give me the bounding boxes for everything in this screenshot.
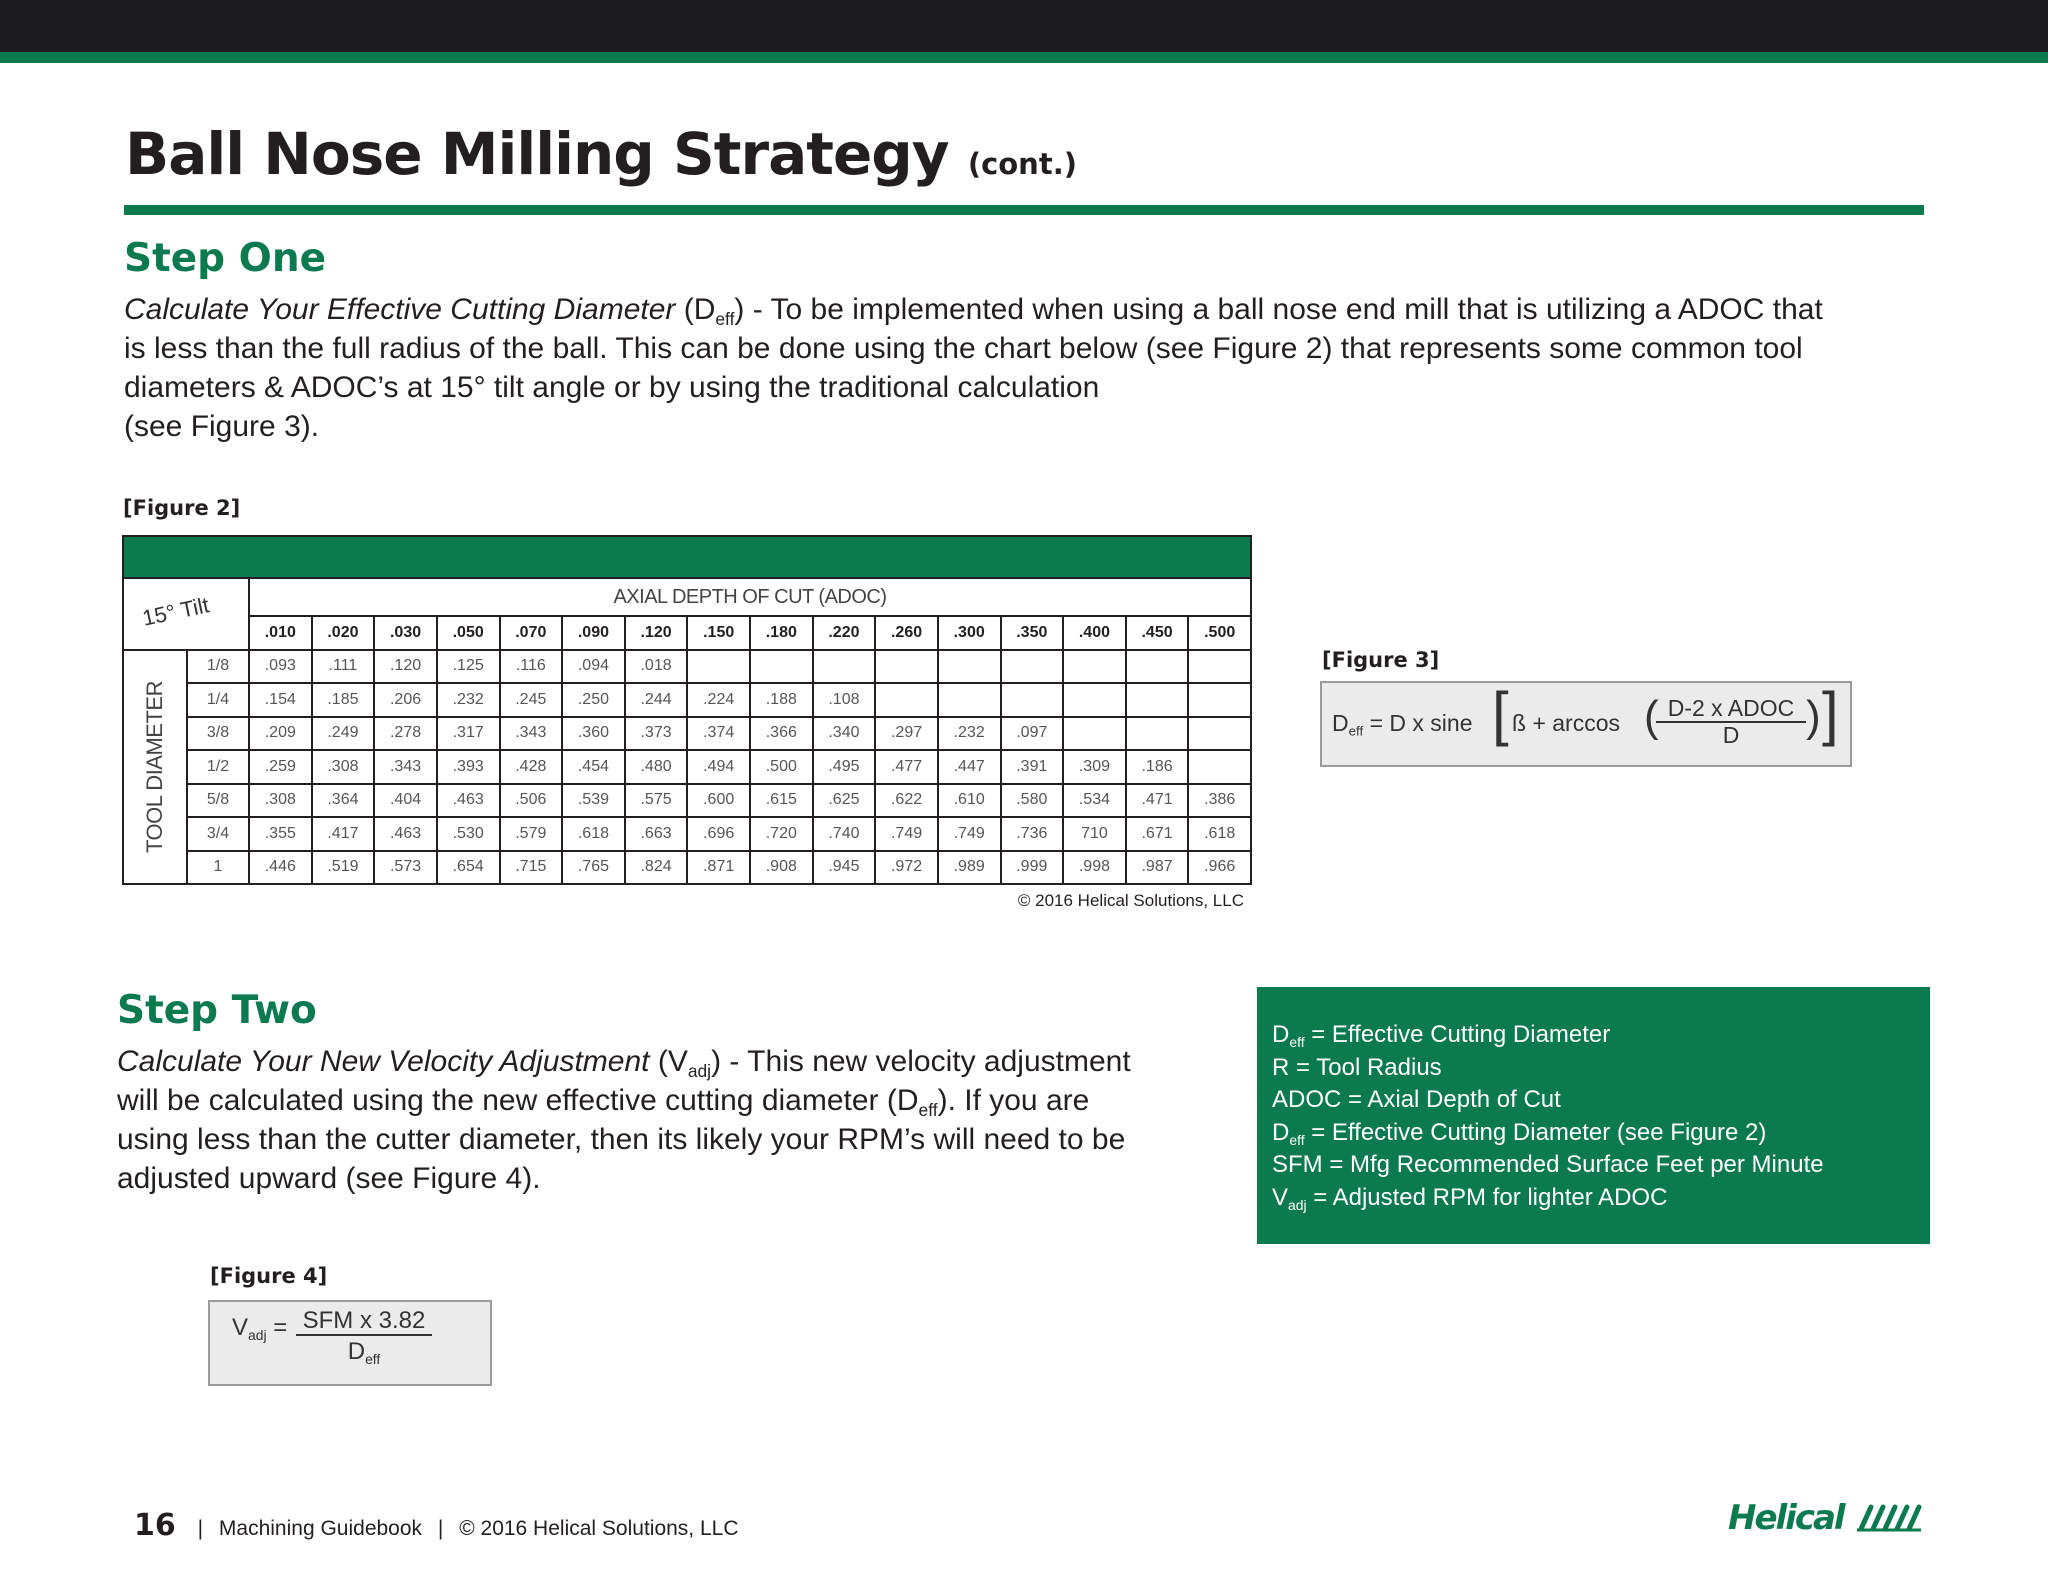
figure3-numerator: D-2 x ADOC <box>1656 695 1806 723</box>
step-one-line4: (see Figure 3). <box>124 410 320 443</box>
deff-subscript: eff <box>715 309 735 330</box>
figure4-numerator: SFM x 3.82 <box>296 1308 432 1336</box>
table-cell: .309 <box>1063 750 1126 784</box>
table-cell: .579 <box>500 817 563 851</box>
figure3-fraction <box>1656 695 1806 747</box>
adoc-column-header: .120 <box>625 616 688 650</box>
figure3-bracket-open: [ <box>1492 680 1509 747</box>
figure2-copyright: © 2016 Helical Solutions, LLC <box>1017 891 1244 910</box>
table-cell: .720 <box>750 817 813 851</box>
legend-item <box>1272 1052 1930 1085</box>
table-cell: .018 <box>625 650 688 684</box>
figure3-bracket-close: ] <box>1822 680 1839 747</box>
table-row <box>123 784 1251 818</box>
legend-text: = Effective Cutting Diameter (see Figure 2) <box>1304 1118 1767 1146</box>
figure4-adj: adj <box>248 1326 267 1343</box>
adoc-column-header: .350 <box>1001 616 1064 650</box>
figure3-lhs <box>1332 710 1473 737</box>
table-cell: .186 <box>1126 750 1189 784</box>
variable-legend <box>1257 987 1930 1244</box>
table-cell: .580 <box>1001 784 1064 818</box>
table-row <box>123 817 1251 851</box>
legend-text: = Tool Radius <box>1289 1053 1442 1081</box>
table-cell <box>687 650 750 684</box>
table-cell <box>875 650 938 684</box>
table-cell: .108 <box>813 683 876 717</box>
table-cell: .391 <box>1001 750 1064 784</box>
table-cell: .972 <box>875 851 938 885</box>
adoc-column-header: .070 <box>500 616 563 650</box>
page-footer <box>134 1508 739 1543</box>
step-two-lead: Calculate Your New Velocity Adjustment <box>117 1045 650 1078</box>
table-cell <box>938 650 1001 684</box>
table-cell: 710 <box>1063 817 1126 851</box>
deff-symbol: D <box>693 293 716 326</box>
table-cell: .259 <box>249 750 312 784</box>
table-row <box>123 750 1251 784</box>
table-cell: .364 <box>312 784 375 818</box>
table-cell <box>938 683 1001 717</box>
page-title <box>125 120 1077 188</box>
table-cell: .749 <box>875 817 938 851</box>
step-two-heading: Step Two <box>117 988 317 1033</box>
table-cell: .696 <box>687 817 750 851</box>
table-cell: .428 <box>500 750 563 784</box>
top-green-stripe <box>0 52 2048 63</box>
step-two-deff: D <box>896 1084 919 1117</box>
footer-copyright: © 2016 Helical Solutions, LLC <box>459 1517 739 1540</box>
table-cell: .188 <box>750 683 813 717</box>
table-cell <box>1063 683 1126 717</box>
table-cell: .663 <box>625 817 688 851</box>
adoc-column-header: .090 <box>562 616 625 650</box>
legend-symbol: D <box>1272 1118 1290 1146</box>
table-cell: .386 <box>1188 784 1251 818</box>
table-cell: .209 <box>249 717 312 751</box>
adoc-table <box>122 577 1252 885</box>
figure4-den-d: D <box>347 1338 366 1365</box>
legend-item <box>1272 1084 1930 1117</box>
table-cell <box>1063 650 1126 684</box>
table-cell: .500 <box>750 750 813 784</box>
step-one-paragraph: Calculate Your Effective Cutting Diameter $(D_{eff})$ - To be implemented when using a ball nose end mill that is utilizing a ADOC that is less than the full radius of the ball. This can be done using the chart below (see Figure 2) that represents some common tool diameters & ADOC’s at 15° tilt angle or by using the traditional calculation (see Figure 3). <box>124 290 1944 446</box>
step-two-line2-post: ). If you are <box>937 1084 1090 1117</box>
table-cell: .244 <box>625 683 688 717</box>
legend-item <box>1272 1019 1930 1052</box>
tool-diameter-cell <box>123 650 187 885</box>
table-cell: .308 <box>312 750 375 784</box>
page-title-suffix: (cont.) <box>967 147 1077 181</box>
table-cell: .366 <box>750 717 813 751</box>
table-cell: .206 <box>374 683 437 717</box>
table-cell: .317 <box>437 717 500 751</box>
tool-size: 3/4 <box>187 817 249 851</box>
figure3-equals: = D x sine <box>1363 710 1473 736</box>
adoc-column-header: .300 <box>938 616 1001 650</box>
table-cell <box>1188 650 1251 684</box>
table-cell: .393 <box>437 750 500 784</box>
table-cell: .249 <box>312 717 375 751</box>
adoc-column-header: .500 <box>1188 616 1251 650</box>
table-cell: .111 <box>312 650 375 684</box>
table-cell: .654 <box>437 851 500 885</box>
step-one-line3: diameters & ADOC’s at 15° tilt angle or by using the traditional calculation <box>124 371 1100 404</box>
table-cell: .343 <box>500 717 563 751</box>
step-one-lead: Calculate Your Effective Cutting Diameter <box>124 293 676 326</box>
table-cell: .417 <box>312 817 375 851</box>
table-cell: .125 <box>437 650 500 684</box>
figure4-label: [Figure 4] <box>210 1264 328 1288</box>
table-cell: .615 <box>750 784 813 818</box>
footer-separator-2: | <box>437 1517 444 1540</box>
table-cell: .740 <box>813 817 876 851</box>
figure4-formula-box <box>208 1300 492 1386</box>
tilt-label: 15° Tilt <box>140 592 212 631</box>
table-cell: .539 <box>562 784 625 818</box>
table-cell: .343 <box>374 750 437 784</box>
adoc-column-header: .220 <box>813 616 876 650</box>
table-row <box>123 650 1251 684</box>
footer-separator-1: | <box>197 1517 204 1540</box>
table-cell <box>1126 683 1189 717</box>
table-cell: .340 <box>813 717 876 751</box>
table-cell: .250 <box>562 683 625 717</box>
legend-subscript: eff <box>1289 1033 1305 1050</box>
figure2-label: [Figure 2] <box>123 496 241 520</box>
legend-symbol: V <box>1272 1183 1289 1211</box>
table-cell: .224 <box>687 683 750 717</box>
table-cell: .471 <box>1126 784 1189 818</box>
table-cell <box>1188 683 1251 717</box>
tool-size: 1/2 <box>187 750 249 784</box>
table-cell: .495 <box>813 750 876 784</box>
table-cell: .245 <box>500 683 563 717</box>
table-cell: .573 <box>374 851 437 885</box>
page-number: 16 <box>134 1508 176 1543</box>
table-row <box>123 683 1251 717</box>
table-cell: .999 <box>1001 851 1064 885</box>
table-cell: .575 <box>625 784 688 818</box>
table-row <box>123 717 1251 751</box>
helical-flutes-icon <box>1853 1503 1925 1533</box>
step-two-line2-pre: will be calculated using the new effective cutting diameter ( <box>117 1084 897 1117</box>
figure4-lhs <box>232 1314 287 1342</box>
table-cell <box>875 683 938 717</box>
legend-symbol: ADOC <box>1272 1086 1342 1113</box>
table-cell: .530 <box>437 817 500 851</box>
table-cell: .736 <box>1001 817 1064 851</box>
table-cell: .600 <box>687 784 750 818</box>
legend-item <box>1272 1117 1930 1150</box>
adoc-title-row <box>123 578 1251 616</box>
adoc-column-header: .050 <box>437 616 500 650</box>
legend-text: = Adjusted RPM for lighter ADOC <box>1306 1183 1668 1211</box>
adoc-column-header: .030 <box>374 616 437 650</box>
table-cell: .308 <box>249 784 312 818</box>
table-cell: .618 <box>562 817 625 851</box>
table-cell: .454 <box>562 750 625 784</box>
table-cell: .622 <box>875 784 938 818</box>
table-cell: .610 <box>938 784 1001 818</box>
table-cell: .463 <box>437 784 500 818</box>
figure3-denominator: D <box>1722 722 1740 748</box>
table-cell: .093 <box>249 650 312 684</box>
table-cell: .765 <box>562 851 625 885</box>
legend-symbol: D <box>1272 1021 1290 1048</box>
top-dark-bar <box>0 0 2048 52</box>
table-cell: .715 <box>500 851 563 885</box>
tilt-cell <box>123 578 249 650</box>
table-cell: .232 <box>938 717 1001 751</box>
figure3-paren-close: ) <box>1806 692 1821 741</box>
adoc-column-header: .010 <box>249 616 312 650</box>
table-cell: .297 <box>875 717 938 751</box>
legend-item <box>1272 1182 1930 1215</box>
adoc-column-header: .450 <box>1126 616 1189 650</box>
table-cell: .945 <box>813 851 876 885</box>
table-cell <box>1063 717 1126 751</box>
figure4-fraction <box>296 1307 432 1367</box>
table-cell: .232 <box>437 683 500 717</box>
table-cell: .477 <box>875 750 938 784</box>
table-cell: .116 <box>500 650 563 684</box>
step-one-line2: is less than the full radius of the ball. This can be done using the chart below (see Figure 2) that represents some common tool <box>124 332 1803 365</box>
title-underline <box>124 205 1924 215</box>
table-cell: .494 <box>687 750 750 784</box>
table-cell: .374 <box>687 717 750 751</box>
table-cell: .618 <box>1188 817 1251 851</box>
tool-size: 1/4 <box>187 683 249 717</box>
step-one-heading: Step One <box>124 236 327 281</box>
table-cell: .355 <box>249 817 312 851</box>
legend-text: = Axial Depth of Cut <box>1341 1086 1561 1113</box>
table-cell: .671 <box>1126 817 1189 851</box>
figure3-label: [Figure 3] <box>1322 648 1440 672</box>
figure3-eff: eff <box>1348 723 1364 739</box>
tool-size: 3/8 <box>187 717 249 751</box>
adoc-column-header: .260 <box>875 616 938 650</box>
tool-size: 5/8 <box>187 784 249 818</box>
adoc-title: AXIAL DEPTH OF CUT (ADOC) <box>249 578 1251 616</box>
figure3-paren-open: ( <box>1644 692 1659 741</box>
footer-guide-title: Machining Guidebook <box>218 1517 423 1540</box>
vadj-symbol: V <box>667 1045 688 1078</box>
figure3-d: D <box>1332 710 1349 736</box>
table-cell <box>1001 650 1064 684</box>
table-cell: .097 <box>1001 717 1064 751</box>
table-cell: .373 <box>625 717 688 751</box>
helical-logo <box>1728 1498 1925 1538</box>
vadj-subscript: adj <box>687 1061 712 1082</box>
adoc-column-header: .150 <box>687 616 750 650</box>
adoc-column-header: .020 <box>312 616 375 650</box>
table-cell <box>1188 750 1251 784</box>
table-cell: .278 <box>374 717 437 751</box>
table-cell <box>750 650 813 684</box>
figure4-den-eff: eff <box>365 1350 381 1367</box>
table-cell: .989 <box>938 851 1001 885</box>
table-cell: .987 <box>1126 851 1189 885</box>
tool-size: 1/8 <box>187 650 249 684</box>
table-cell: .749 <box>938 817 1001 851</box>
step-two-deff-sub: eff <box>918 1100 938 1121</box>
step-two-line1: - This new velocity adjustment <box>721 1045 1131 1078</box>
legend-subscript: eff <box>1289 1131 1305 1148</box>
legend-symbol: SFM <box>1272 1151 1323 1178</box>
figure4-denominator <box>296 1336 432 1367</box>
table-cell <box>813 650 876 684</box>
legend-subscript: adj <box>1288 1196 1307 1213</box>
table-cell <box>1001 683 1064 717</box>
table-cell: .185 <box>312 683 375 717</box>
adoc-column-header: .180 <box>750 616 813 650</box>
table-cell: .625 <box>813 784 876 818</box>
table-cell <box>1188 717 1251 751</box>
table-cell: .463 <box>374 817 437 851</box>
legend-symbol: R <box>1272 1053 1290 1081</box>
step-one-line1: - To be implemented when using a ball nose end mill that is utilizing a ADOC that <box>744 293 1823 326</box>
figure3-inner: ß + arccos <box>1512 710 1621 736</box>
table-cell: .966 <box>1188 851 1251 885</box>
table-cell: .094 <box>562 650 625 684</box>
table-cell <box>1126 717 1189 751</box>
figure2-green-header <box>122 535 1252 577</box>
legend-text: = Mfg Recommended Surface Feet per Minute <box>1322 1151 1824 1178</box>
step-two-line3: using less than the cutter diameter, then its likely your RPM’s will need to be <box>117 1123 1126 1156</box>
table-cell: .360 <box>562 717 625 751</box>
tool-size: 1 <box>187 851 249 885</box>
step-two-line4: adjusted upward (see Figure 4). <box>117 1162 541 1195</box>
table-row <box>123 851 1251 885</box>
column-header-row <box>123 616 1251 650</box>
table-cell: .447 <box>938 750 1001 784</box>
page-title-text: Ball Nose Milling Strategy <box>125 120 949 188</box>
adoc-column-header: .400 <box>1063 616 1126 650</box>
table-cell: .519 <box>312 851 375 885</box>
table-cell: .908 <box>750 851 813 885</box>
figure4-equals: = <box>266 1314 288 1341</box>
table-cell: .120 <box>374 650 437 684</box>
table-cell: .871 <box>687 851 750 885</box>
table-cell: .154 <box>249 683 312 717</box>
table-cell <box>1126 650 1189 684</box>
helical-logo-text: Helical <box>1728 1498 1844 1538</box>
legend-text: = Effective Cutting Diameter <box>1304 1021 1611 1048</box>
figure3-formula-box <box>1320 681 1852 767</box>
table-cell: .404 <box>374 784 437 818</box>
legend-item <box>1272 1149 1930 1182</box>
table-cell: .446 <box>249 851 312 885</box>
table-cell: .506 <box>500 784 563 818</box>
figure2-chart <box>122 535 1252 911</box>
table-cell: .998 <box>1063 851 1126 885</box>
step-two-paragraph: Calculate Your New Velocity Adjustment $(V_{adj})$ - This new velocity adjustment will be calculated using the new effective cutting diameter $(D_{eff})$. If you are using less than the cutter diameter, then its likely your RPM’s will need to be adjusted upward (see Figure 4). <box>117 1042 1227 1198</box>
tool-diameter-label: TOOL DIAMETER <box>142 680 167 853</box>
figure4-v: V <box>232 1314 249 1341</box>
table-cell: .480 <box>625 750 688 784</box>
table-cell: .534 <box>1063 784 1126 818</box>
table-cell: .824 <box>625 851 688 885</box>
